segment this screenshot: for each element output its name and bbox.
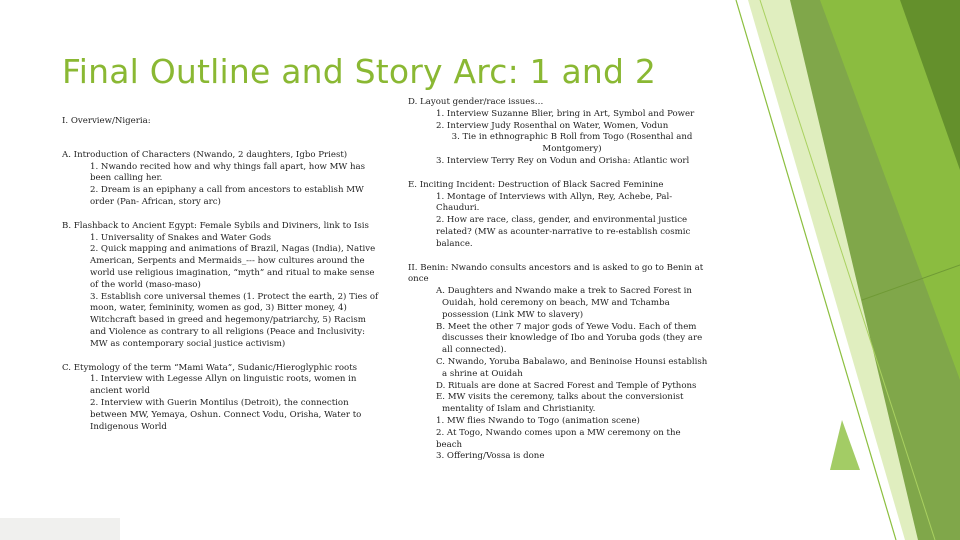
outline-heading-benin: II. Benin: Nwando consults ancestors and is asked to go to Benin at once <box>408 262 704 285</box>
outline-item: 3. Tie in ethnographic B Roll from Togo (Rosenthal and Montgomery) <box>451 132 693 155</box>
outline-item: 2. Interview with Guerin Montilus (Detroit), the connection between MW, Yemaya, Oshun. Connect Vodu, Orisha, Water to Indigenous World <box>90 397 362 432</box>
right-outline-column <box>408 97 708 463</box>
outline-item: 3. Establish core universal themes (1. Protect the earth, 2) Ties of moon, water, femininity, women as god, 3) Bitter money, 4) Witchcraft based in greed and hegemony/patriarchy, 5) Racism and Violence as contrary to all religions (Peace and Inclusivity: MW as contemporary social justice activism) <box>90 291 379 349</box>
outline-item: B. Meet the other 7 major gods of Yewe Vodu. Each of them discusses their knowledge of Ibo and Yoruba gods (they are all connected). <box>436 321 703 356</box>
outline-section-c: C. Etymology of the term “Mami Wata”, Sudanic/Hieroglyphic roots <box>62 362 358 373</box>
outline-item: 1. Montage of Interviews with Allyn, Rey, Achebe, Pal-Chauduri. <box>436 191 673 214</box>
outline-item: 1. Nwando recited how and why things fall apart, how MW has been calling her. <box>90 161 366 184</box>
outline-item: A. Daughters and Nwando make a trek to Sacred Forest in Ouidah, hold ceremony on beach, MW and Tchamba possession (Link MW to slavery) <box>436 286 692 320</box>
slide-title: Final Outline and Story Arc: 1 and 2 <box>62 52 657 91</box>
outline-item: 2. Dream is an epiphany a call from ancestors to establish MW order (Pan- African, story arc) <box>90 185 364 207</box>
outline-item: 3. Offering/Vossa is done <box>436 451 545 462</box>
outline-item: E. MW visits the ceremony, talks about the conversionist mentality of Islam and Christianity. <box>436 392 684 415</box>
outline-item: 2. Interview Judy Rosenthal on Water, Women, Vodun <box>436 120 669 131</box>
outline-heading-overview: I. Overview/Nigeria: <box>62 116 151 126</box>
outline-item: 1. Interview Suzanne Blier, bring in Art, Symbol and Power <box>436 108 695 119</box>
outline-item: 1. Universality of Snakes and Water Gods <box>90 232 272 243</box>
footer-corner-block <box>0 518 120 540</box>
outline-item: 1. Interview with Legesse Allyn on linguistic roots, women in ancient world <box>90 374 357 397</box>
outline-section-b: B. Flashback to Ancient Egypt: Female Sybils and Diviners, link to Isis <box>62 220 369 231</box>
outline-section-e: E. Inciting Incident: Destruction of Black Sacred Feminine <box>408 179 664 190</box>
outline-section-d: D. Layout gender/race issues… <box>408 97 544 107</box>
outline-item: 3. Interview Terry Rey on Vodun and Orisha: Atlantic worl <box>436 155 690 166</box>
outline-item: C. Nwando, Yoruba Babalawo, and Beninoise Hounsi establish a shrine at Ouidah <box>436 356 708 379</box>
outline-item: 2. Quick mapping and animations of Brazil, Nagas (India), Native American, Serpents and Mermaids_--- how cultures around the world use religious imagination, “myth” and ritual to make sense of the world (maso-maso) <box>90 244 376 290</box>
left-outline-column <box>62 116 382 433</box>
green-small-triangle <box>830 420 860 470</box>
outline-section-a: A. Introduction of Characters (Nwando, 2 daughters, Igbo Priest) <box>62 149 348 160</box>
outline-item: 2. At Togo, Nwando comes upon a MW ceremony on the beach <box>436 427 681 450</box>
outline-item: D. Rituals are done at Sacred Forest and Temple of Pythons <box>436 380 697 391</box>
outline-item: 1. MW flies Nwando to Togo (animation scene) <box>436 415 640 426</box>
outline-item: 2. How are race, class, gender, and environmental justice related? (MW as acounter-narrative to re-establish cosmic balance. <box>436 215 691 249</box>
